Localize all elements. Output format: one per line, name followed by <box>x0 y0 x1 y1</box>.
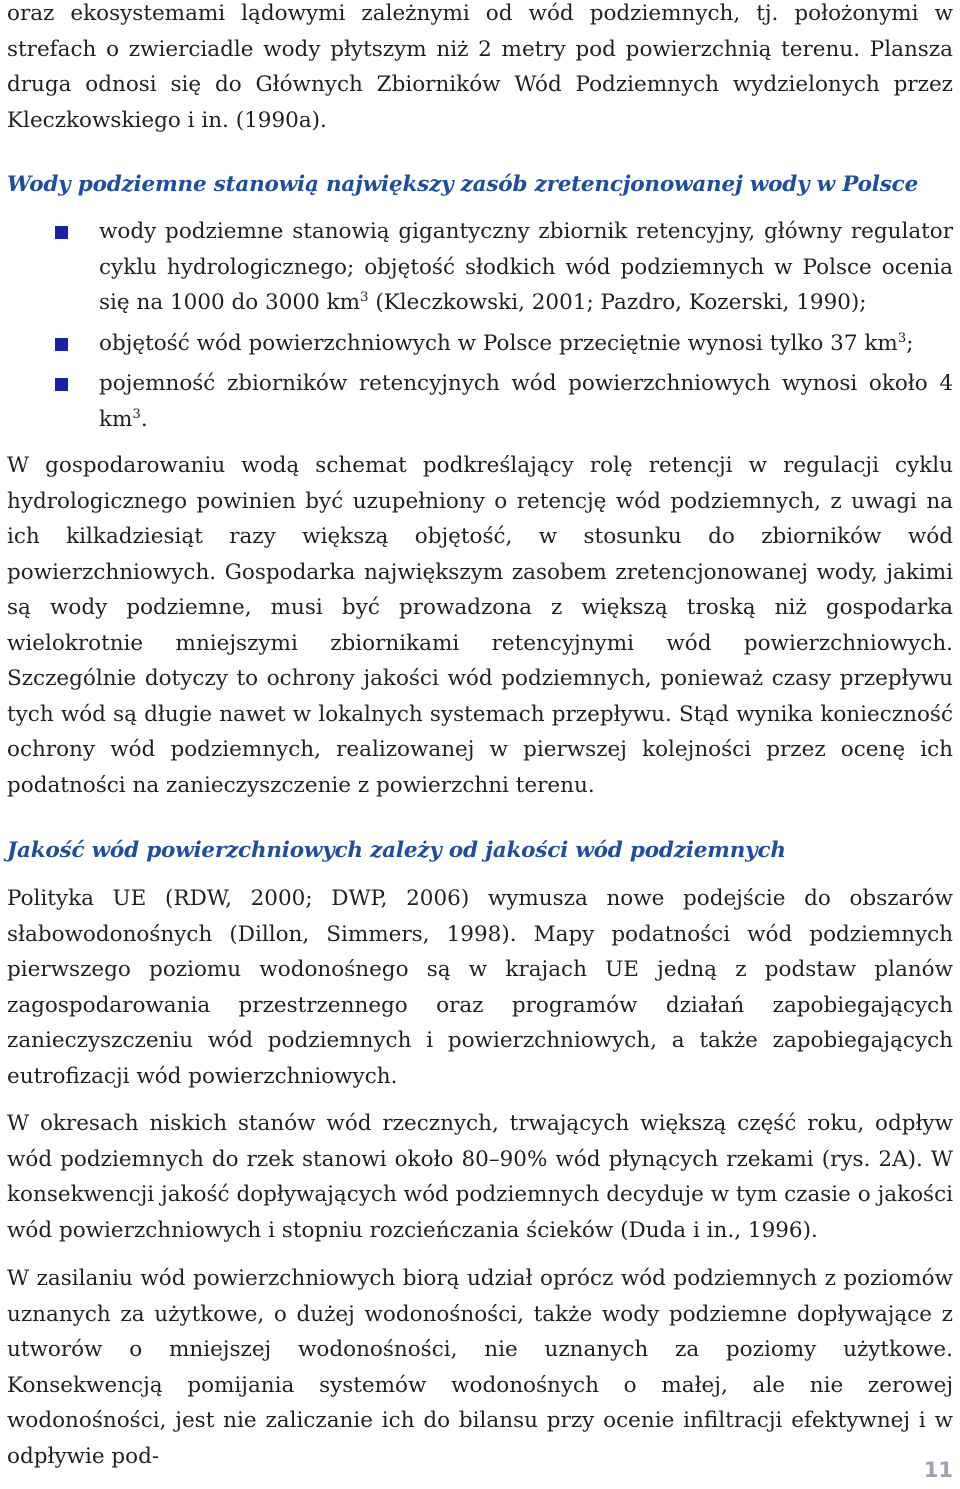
superscript: 3 <box>132 406 141 422</box>
section-heading-groundwater-resources: Wody podziemne stanowią największy zasób zretencjonowanej wody w Polsce <box>7 172 919 197</box>
bullet-text: pojemność zbiorników retencyjnych wód powierzchniowych wynosi około 4 km <box>99 371 953 432</box>
superscript: 3 <box>897 330 907 346</box>
square-bullet-icon <box>55 226 68 239</box>
body-paragraph: Polityka UE (RDW, 2000; DWP, 2006) wymusza nowe podejście do obszarów słabowodonośnych (Dillon, Simmers, 1998). Mapy podatności wód podziemnych pierwszego poziomu wodonośnego są w krajach UE jedną z podstaw planów zagospodarowania przestrzennego oraz programów działań zapobiegających zanieczyszczeniu wód podziemnych i powierzchniowych, a także zapobiegających eutrofizacji wód powierzchniowych. <box>7 886 953 1089</box>
page-number: 11 <box>923 1458 953 1482</box>
body-paragraph: W zasilaniu wód powierzchniowych biorą udział oprócz wód podziemnych z poziomów uznanych za użytkowe, o dużej wodonośności, także wody podziemne dopływające z utworów o mniejszej wodonośności, nie uznanych za poziomy użytkowe. Konsekwencją pomijania systemów wodonośnych o małej, ale nie zerowej wodonośności, jest nie zaliczanie ich do bilansu przy ocenie infiltracji efektywnej i w odpływie pod- <box>7 1266 953 1469</box>
body-paragraph: W okresach niskich stanów wód rzecznych, trwających większą część roku, odpływ wód podziemnych do rzek stanowi około 80–90% wód płynących rzekami (rys. 2A). W konsekwencji jakość dopływających wód podziemnych decyduje w tym czasie o jakości wód powierzchniowych i stopniu rozcieńczania ścieków (Duda i in., 1996). <box>7 1111 953 1243</box>
bullet-text-tail: . <box>140 406 148 432</box>
bullet-list <box>7 214 953 442</box>
section-heading-surface-water-quality: Jakość wód powierzchniowych zależy od jakości wód podziemnych <box>7 838 786 863</box>
square-bullet-icon <box>55 338 68 351</box>
square-bullet-icon <box>55 378 68 391</box>
body-paragraph: W gospodarowaniu wodą schemat podkreślający rolę retencji w regulacji cyklu hydrologicznego powinien być uzupełniony o retencję wód podziemnych, z uwagi na ich kilkadziesiąt razy większą objętość, w stosunku do zbiorników wód powierzchniowych. Gospodarka największym zasobem zretencjonowanej wody, jakimi są wody podziemne, musi być prowadzona z większą troską niż gospodarka wielokrotnie mniejszymi zbiornikami retencyjnymi wód powierzchniowych. Szczególnie dotyczy to ochrony jakości wód podziemnych, ponieważ czasy przepływu tych wód są długie nawet w lokalnych systemach przepływu. Stąd wynika konieczność ochrony wód podziemnych, realizowanej w pierwszej kolejności przez ocenę ich podatności na zanieczyszczenie z powierzchni terenu. <box>7 453 953 798</box>
bullet-item <box>7 366 953 437</box>
superscript: 3 <box>360 289 369 305</box>
bullet-text-tail: (Kleczkowski, 2001; Pazdro, Kozerski, 1990); <box>368 290 867 315</box>
bullet-text-tail: ; <box>906 330 914 356</box>
bullet-text: objętość wód powierzchniowych w Polsce przeciętnie wynosi tylko 37 km <box>99 330 898 356</box>
intro-paragraph: oraz ekosystemami lądowymi zależnymi od wód podziemnych, tj. położonymi w strefach o zwierciadle wody płytszym niż 2 metry pod powierzchnią terenu. Plansza druga odnosi się do Głównych Zbiorników Wód Podziemnych wydzielonych przez Kleczkowskiego i in. (1990a). <box>7 1 953 133</box>
bullet-item <box>7 214 953 321</box>
bullet-text: wody podziemne stanowią gigantyczny zbiornik retencyjny, główny regulator cyklu hydrologicznego; objętość słodkich wód podziemnych w Polsce ocenia się na 1000 do 3000 km <box>99 219 953 315</box>
bullet-item <box>7 326 953 362</box>
